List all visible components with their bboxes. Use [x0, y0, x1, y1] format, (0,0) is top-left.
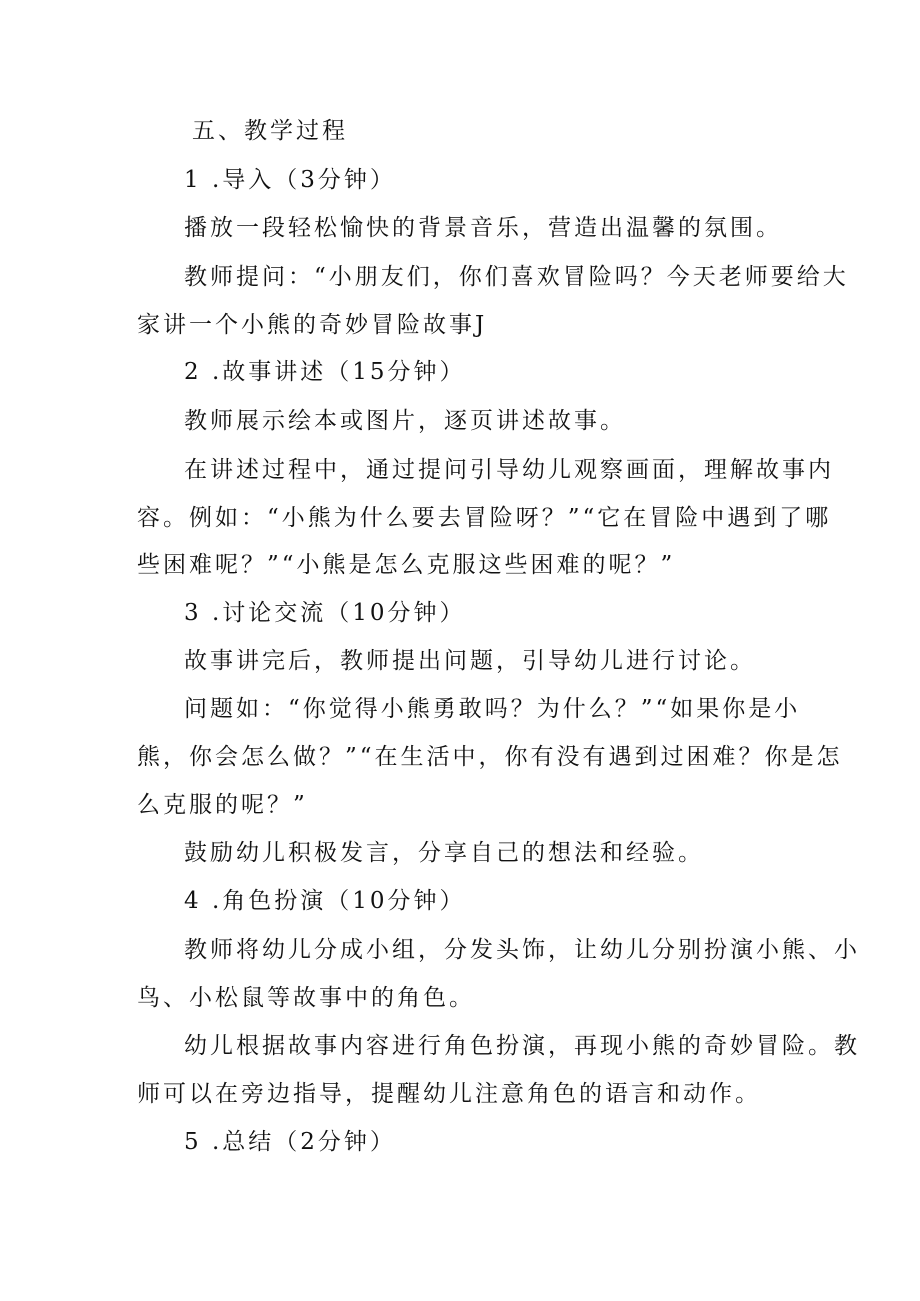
paragraph-line: 家讲一个小熊的奇妙冒险故事J [137, 312, 488, 338]
paragraph-line: 些困难呢？”“小熊是怎么克服这些困难的呢？” [137, 552, 676, 578]
paragraph-line: 鼓励幼儿积极发言，分享自己的想法和经验。 [184, 840, 704, 866]
step-heading-intro: 1 .导入（3分钟） [184, 167, 396, 193]
paragraph-line: 问题如：“你觉得小熊勇敢吗？为什么？”“如果你是小 [184, 696, 801, 722]
paragraph-line: 教师提问：“小朋友们，你们喜欢冒险吗？今天老师要给大 [184, 264, 849, 290]
paragraph-line: 教师将幼儿分成小组，分发头饰，让幼儿分别扮演小熊、小 [184, 937, 860, 963]
paragraph-line: 么克服的呢？” [137, 792, 308, 818]
paragraph-line: 容。例如：“小熊为什么要去冒险呀？”“它在冒险中遇到了哪 [137, 505, 832, 531]
paragraph-line: 教师展示绘本或图片，逐页讲述故事。 [184, 408, 626, 434]
paragraph-line: 故事讲完后，教师提出问题，引导幼儿进行讨论。 [184, 648, 756, 674]
paragraph-line: 鸟、小松鼠等故事中的角色。 [137, 985, 475, 1011]
paragraph-line: 幼儿根据故事内容进行角色扮演，再现小熊的奇妙冒险。教 [184, 1033, 860, 1059]
paragraph-line: 熊，你会怎么做？”“在生活中，你有没有遇到过困难？你是怎 [137, 744, 843, 770]
paragraph-line: 师可以在旁边指导，提醒幼儿注意角色的语言和动作。 [137, 1081, 761, 1107]
paragraph-line: 播放一段轻松愉快的背景音乐，营造出温馨的氛围。 [184, 215, 782, 241]
step-heading-discussion: 3 .讨论交流（10分钟） [184, 600, 466, 626]
step-heading-summary: 5 .总结（2分钟） [184, 1129, 396, 1155]
step-heading-roleplay: 4 .角色扮演（10分钟） [184, 888, 466, 914]
paragraph-line: 在讲述过程中，通过提问引导幼儿观察画面，理解故事内 [184, 457, 834, 483]
step-heading-story: 2 .故事讲述（15分钟） [184, 359, 466, 385]
section-title: 五、教学过程 [192, 118, 348, 144]
